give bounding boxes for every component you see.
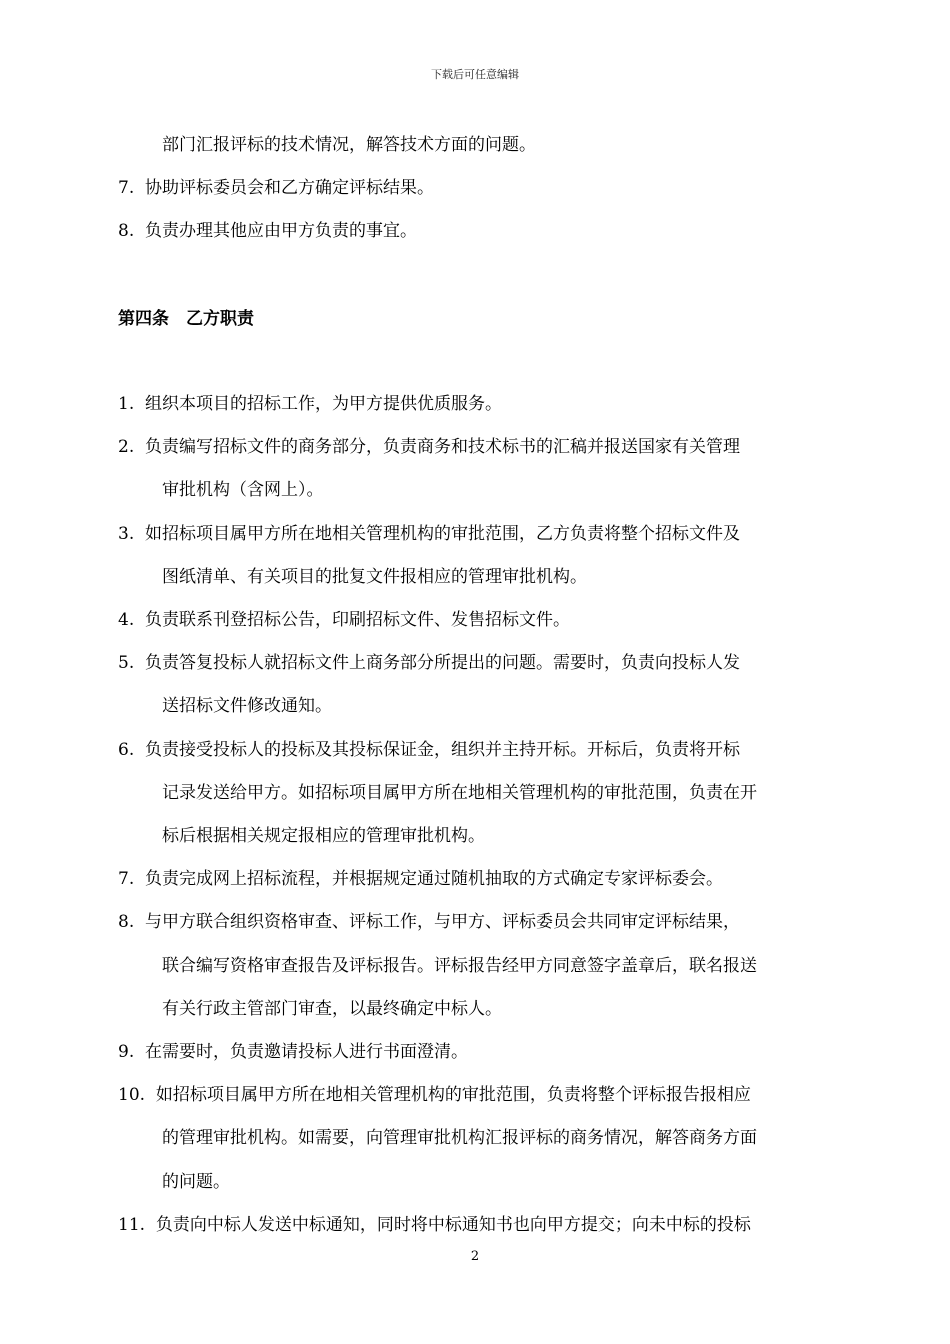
list-item <box>118 651 740 675</box>
list-item <box>118 176 434 200</box>
list-item <box>118 867 723 891</box>
list-number: 2. <box>118 437 135 458</box>
list-text: 负责编写招标文件的商务部分，负责商务和技术标书的汇稿并报送国家有关管理 <box>145 437 741 458</box>
list-number: 9. <box>118 1042 135 1062</box>
list-item <box>118 1213 751 1237</box>
list-text: 负责接受投标人的投标及其投标保证金，组织并主持开标。开标后，负责将开标 <box>145 739 741 760</box>
list-item-continuation: 审批机构（含网上）。 <box>162 480 324 501</box>
page-number: 2 <box>470 1249 480 1264</box>
list-number: 1. <box>118 394 135 414</box>
list-number: 7. <box>118 869 135 890</box>
list-item <box>118 910 740 934</box>
page-header: 下载后可任意编辑 <box>431 68 519 81</box>
section-title: 第四条 乙方职责 <box>118 309 254 329</box>
list-text: 负责向中标人发送中标通知，同时将中标通知书也向甲方提交；向未中标的投标 <box>155 1214 751 1235</box>
list-text: 如招标项目属甲方所在地相关管理机构的审批范围，负责将整个评标报告报相应 <box>155 1085 751 1106</box>
list-text: 负责联系刊登招标公告，印刷招标文件、发售招标文件。 <box>145 610 571 630</box>
list-number: 7. <box>118 178 135 198</box>
list-number: 5. <box>118 653 135 674</box>
list-item-continuation: 记录发送给甲方。如招标项目属甲方所在地相关管理机构的审批范围，负责在开 <box>162 782 757 803</box>
list-item <box>118 392 502 416</box>
list-item-continuation: 联合编写资格审查报告及评标报告。评标报告经甲方同意签字盖章后，联名报送 <box>162 955 757 976</box>
list-number: 6. <box>118 739 135 760</box>
list-text: 协助评标委员会和乙方确定评标结果。 <box>145 178 435 198</box>
list-item-continuation: 图纸清单、有关项目的批复文件报相应的管理审批机构。 <box>162 566 587 587</box>
list-item-continuation: 部门汇报评标的技术情况，解答技术方面的问题。 <box>162 135 536 155</box>
list-number: 4. <box>118 610 135 630</box>
list-number: 11. <box>118 1214 146 1235</box>
list-number: 10. <box>118 1085 146 1106</box>
list-item <box>118 1040 468 1064</box>
list-item <box>118 738 740 762</box>
list-item-continuation: 送招标文件修改通知。 <box>162 696 332 717</box>
list-text: 与甲方联合组织资格审查、评标工作，与甲方、评标委员会共同审定评标结果， <box>145 912 741 933</box>
list-item-continuation: 有关行政主管部门审查，以最终确定中标人。 <box>162 998 502 1019</box>
list-item-continuation: 的问题。 <box>162 1171 230 1192</box>
list-number: 8. <box>118 912 135 933</box>
list-item-continuation: 的管理审批机构。如需要，向管理审批机构汇报评标的商务情况，解答商务方面 <box>162 1128 757 1149</box>
list-item <box>118 435 740 459</box>
list-text: 负责答复投标人就招标文件上商务部分所提出的问题。需要时，负责向投标人发 <box>145 653 741 674</box>
list-item-continuation: 标后根据相关规定报相应的管理审批机构。 <box>162 826 485 846</box>
list-text: 组织本项目的招标工作，为甲方提供优质服务。 <box>145 394 503 414</box>
list-text: 如招标项目属甲方所在地相关管理机构的审批范围，乙方负责将整个招标文件及 <box>145 523 741 544</box>
list-number: 3. <box>118 523 135 544</box>
list-text: 负责完成网上招标流程，并根据规定通过随机抽取的方式确定专家评标委会。 <box>145 869 724 890</box>
list-item <box>118 219 417 243</box>
list-item <box>118 608 570 632</box>
list-item <box>118 522 740 546</box>
list-text: 在需要时，负责邀请投标人进行书面澄清。 <box>145 1042 469 1062</box>
list-text: 负责办理其他应由甲方负责的事宜。 <box>145 221 418 241</box>
list-item <box>118 1083 751 1107</box>
list-number: 8. <box>118 221 135 241</box>
